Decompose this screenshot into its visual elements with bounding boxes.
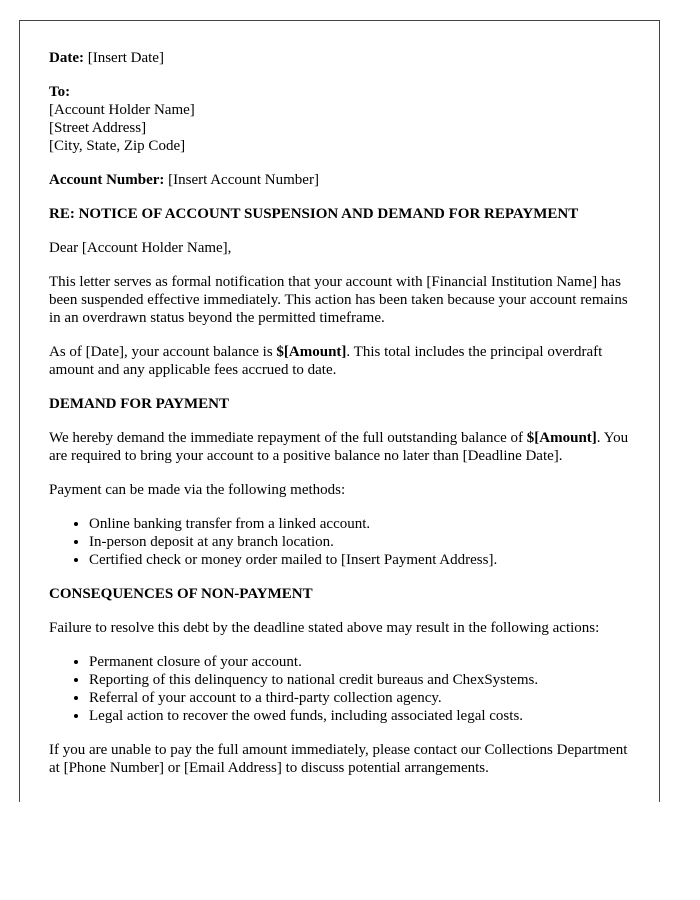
- consequences-intro: Failure to resolve this debt by the deadline stated above may result in the following actions:: [49, 620, 600, 636]
- payment-methods-list: [49, 515, 630, 569]
- address-line-street: [Street Address]: [49, 120, 147, 136]
- letter-page: [19, 20, 660, 802]
- payment-intro: Payment can be made via the following methods:: [49, 482, 346, 498]
- demand-paragraph: [49, 429, 630, 465]
- account-number-label: Account Number:: [49, 172, 165, 188]
- consequence-item: • Referral of your account to a third-party collection agency.: [89, 689, 630, 707]
- balance-text-after: . This total includes the principal overdraft amount and any applicable fees accrued to date.: [49, 344, 603, 378]
- re-line: RE: NOTICE OF ACCOUNT SUSPENSION AND DEMAND FOR REPAYMENT: [49, 206, 579, 222]
- payment-method-item: • Certified check or money order mailed to [Insert Payment Address].: [89, 551, 630, 569]
- date-label: Date:: [49, 50, 84, 66]
- payment-method-item: • In-person deposit at any branch location.: [89, 533, 630, 551]
- to-label: To:: [49, 84, 71, 100]
- consequence-item: • Reporting of this delinquency to national credit bureaus and ChexSystems.: [89, 671, 630, 689]
- balance-paragraph: [49, 343, 630, 379]
- address-line-name: [Account Holder Name]: [49, 102, 195, 118]
- balance-amount: $[Amount]: [276, 344, 347, 360]
- account-number-value: [Insert Account Number]: [168, 172, 319, 188]
- consequences-heading: CONSEQUENCES OF NON-PAYMENT: [49, 586, 313, 602]
- account-number-line: [49, 171, 630, 189]
- address-line-city: [City, State, Zip Code]: [49, 138, 186, 154]
- date-value: [Insert Date]: [87, 50, 164, 66]
- balance-text-before: As of [Date], your account balance is: [49, 344, 277, 360]
- consequence-item: • Legal action to recover the owed funds, including associated legal costs.: [89, 707, 630, 725]
- salutation: Dear [Account Holder Name],: [49, 240, 232, 256]
- consequences-list: [49, 653, 630, 725]
- demand-heading: DEMAND FOR PAYMENT: [49, 396, 229, 412]
- suspension-paragraph: This letter serves as formal notification that your account with [Financial Institution Name] has been suspended effective immediately. This action has been taken because your account remains in an overdrawn status beyond the permitted timeframe.: [49, 274, 628, 326]
- consequence-item: • Permanent closure of your account.: [89, 653, 630, 671]
- demand-text-before: We hereby demand the immediate repayment of the full outstanding balance of: [49, 430, 527, 446]
- closing-paragraph: If you are unable to pay the full amount immediately, please contact our Collections Department at [Phone Number] or [Email Address] to discuss potential arrangements.: [49, 742, 628, 776]
- letter-body: [20, 21, 659, 777]
- recipient-block: [49, 83, 630, 155]
- date-line: [49, 49, 630, 67]
- demand-text-after: . You are required to bring your account to a positive balance no later than [Deadline Date].: [49, 430, 629, 464]
- demand-amount: $[Amount]: [526, 430, 597, 446]
- payment-method-item: • Online banking transfer from a linked account.: [89, 515, 630, 533]
